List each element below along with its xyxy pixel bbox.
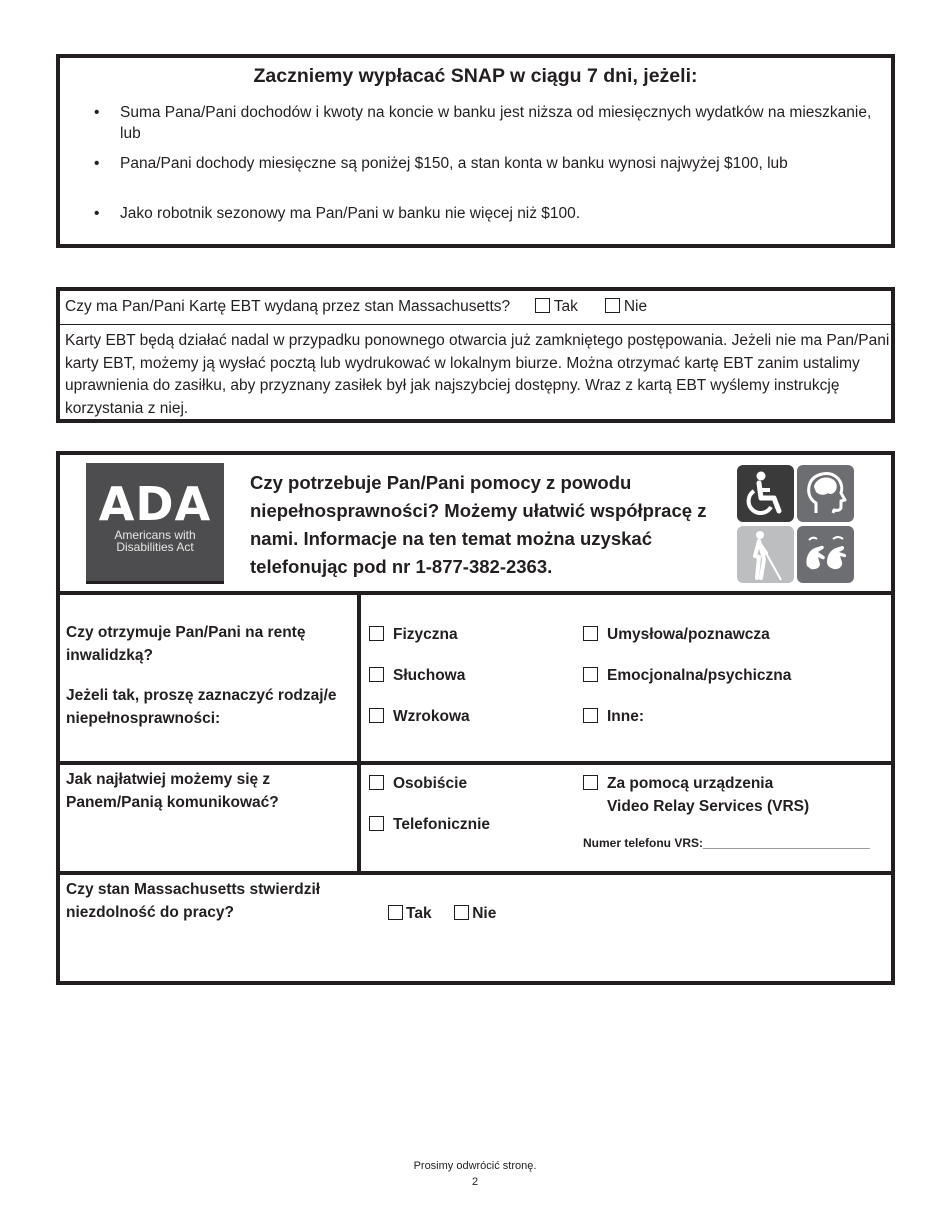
option-mental[interactable] (583, 626, 770, 644)
wheelchair-icon (737, 465, 794, 522)
communication-question: Jak najłatwiej możemy się z Panem/Panią komunikować? (66, 771, 279, 811)
sign-language-icon (797, 526, 854, 583)
incapacity-no-checkbox[interactable] (454, 905, 469, 920)
divider (60, 324, 891, 325)
head-profile-icon (797, 465, 854, 522)
page-number: 2 (471, 1176, 479, 1188)
ada-logo (86, 463, 224, 584)
option-hearing[interactable] (369, 667, 465, 685)
snap-bullet-text: Pana/Pani dochody miesięczne są poniżej $150, a stan konta w banku wynosi najwyżej $100, lub (120, 155, 788, 172)
divider (60, 761, 891, 765)
in-person-checkbox[interactable] (369, 775, 384, 790)
incapacity-options (388, 905, 496, 923)
work-incapacity-question: Czy stan Massachusetts stwierdził niezdolność do pracy? (66, 881, 321, 921)
footer-note: Prosimy odwrócić stronę. (413, 1160, 537, 1172)
option-emotional[interactable] (583, 667, 791, 685)
option-other[interactable] (583, 708, 644, 726)
snap-bullet (94, 102, 880, 144)
physical-label: Fizyczna (393, 626, 458, 643)
divider (60, 591, 891, 595)
incapacity-no-label: Nie (472, 905, 497, 922)
vision-checkbox[interactable] (369, 708, 384, 723)
mental-label: Umysłowa/poznawcza (607, 626, 770, 643)
vrs-label-1: Za pomocą urządzenia (607, 775, 774, 792)
snap-bullet-text: Jako robotnik sezonowy ma Pan/Pani w banku nie więcej niż $100. (120, 205, 581, 222)
snap-box-title: Zaczniemy wypłacać SNAP w ciągu 7 dni, jeżeli: (253, 65, 698, 87)
in-person-label: Osobiście (393, 775, 468, 792)
hearing-label: Słuchowa (393, 667, 466, 684)
vision-label: Wzrokowa (393, 708, 470, 725)
bullet-icon: • (94, 155, 100, 172)
snap-bullet-text: Suma Pana/Pani dochodów i kwoty na koncie w banku jest niższa od miesięcznych wydatków na mieszkanie, lub (120, 104, 872, 142)
vrs-checkbox[interactable] (583, 775, 598, 790)
blind-cane-icon (737, 526, 794, 583)
ada-logo-line1: Americans with (114, 528, 196, 542)
physical-checkbox[interactable] (369, 626, 384, 641)
ebt-paragraph: Karty EBT będą działać nadal w przypadku ponownego otwarcia już zamkniętego postępowania. Jeżeli nie ma Pan/Pani karty EBT, możemy ją wysłać pocztą lub wydrukować w lokalnym biurze. Można otrzymać kartę EBT zanim ustalimy uprawnienia do zasiłku, aby przyznany zasiłek był jak najszybciej dostępny. Wraz z kartą EBT wyślemy instrukcję korzystania z niej. (65, 332, 890, 417)
incapacity-yes-label: Tak (406, 905, 432, 922)
ada-logo-line2: Disabilities Act (116, 540, 194, 554)
emotional-checkbox[interactable] (583, 667, 598, 682)
bullet-icon: • (94, 205, 100, 222)
ada-header-text: Czy potrzebuje Pan/Pani pomocy z powodu niepełnosprawności? Możemy ułatwić współpracę z nami. Informacje na ten temat można uzyskać telefonując pod nr 1-877-382-2363. (250, 472, 707, 577)
other-label: Inne: (607, 708, 645, 725)
divider (357, 761, 361, 871)
emotional-label: Emocjonalna/psychiczna (607, 667, 792, 684)
phone-checkbox[interactable] (369, 816, 384, 831)
ebt-question-row (65, 298, 647, 316)
other-checkbox[interactable] (583, 708, 598, 723)
divider (60, 871, 891, 875)
option-vision[interactable] (369, 708, 470, 726)
divider (357, 591, 361, 761)
option-phone[interactable] (369, 816, 490, 834)
incapacity-yes-checkbox[interactable] (388, 905, 403, 920)
disability-pension-question: Czy otrzymuje Pan/Pani na rentę inwalidzką? (66, 624, 306, 664)
ebt-no-checkbox[interactable] (605, 298, 620, 313)
option-vrs[interactable] (583, 775, 773, 793)
ebt-question: Czy ma Pan/Pani Kartę EBT wydaną przez stan Massachusetts? (65, 298, 511, 315)
ada-logo-big: ADA (98, 477, 212, 531)
phone-label: Telefonicznie (393, 816, 491, 833)
ebt-card-box (56, 287, 895, 423)
vrs-phone-field[interactable]: Numer telefonu VRS:_________________________ (583, 836, 870, 850)
ebt-yes-label: Tak (553, 298, 578, 315)
disability-type-instruction: Jeżeli tak, proszę zaznaczyć rodzaj/e niepełnosprawności: (66, 687, 337, 727)
ebt-no-label: Nie (623, 298, 648, 315)
ada-box (56, 451, 895, 985)
mental-checkbox[interactable] (583, 626, 598, 641)
snap-info-box (56, 54, 895, 248)
option-physical[interactable] (369, 626, 458, 644)
hearing-checkbox[interactable] (369, 667, 384, 682)
ebt-yes-checkbox[interactable] (535, 298, 550, 313)
option-in-person[interactable] (369, 775, 467, 793)
snap-bullet (94, 203, 880, 224)
snap-bullet (94, 153, 880, 174)
vrs-label-2: Video Relay Services (VRS) (607, 798, 810, 815)
bullet-icon: • (94, 104, 100, 121)
